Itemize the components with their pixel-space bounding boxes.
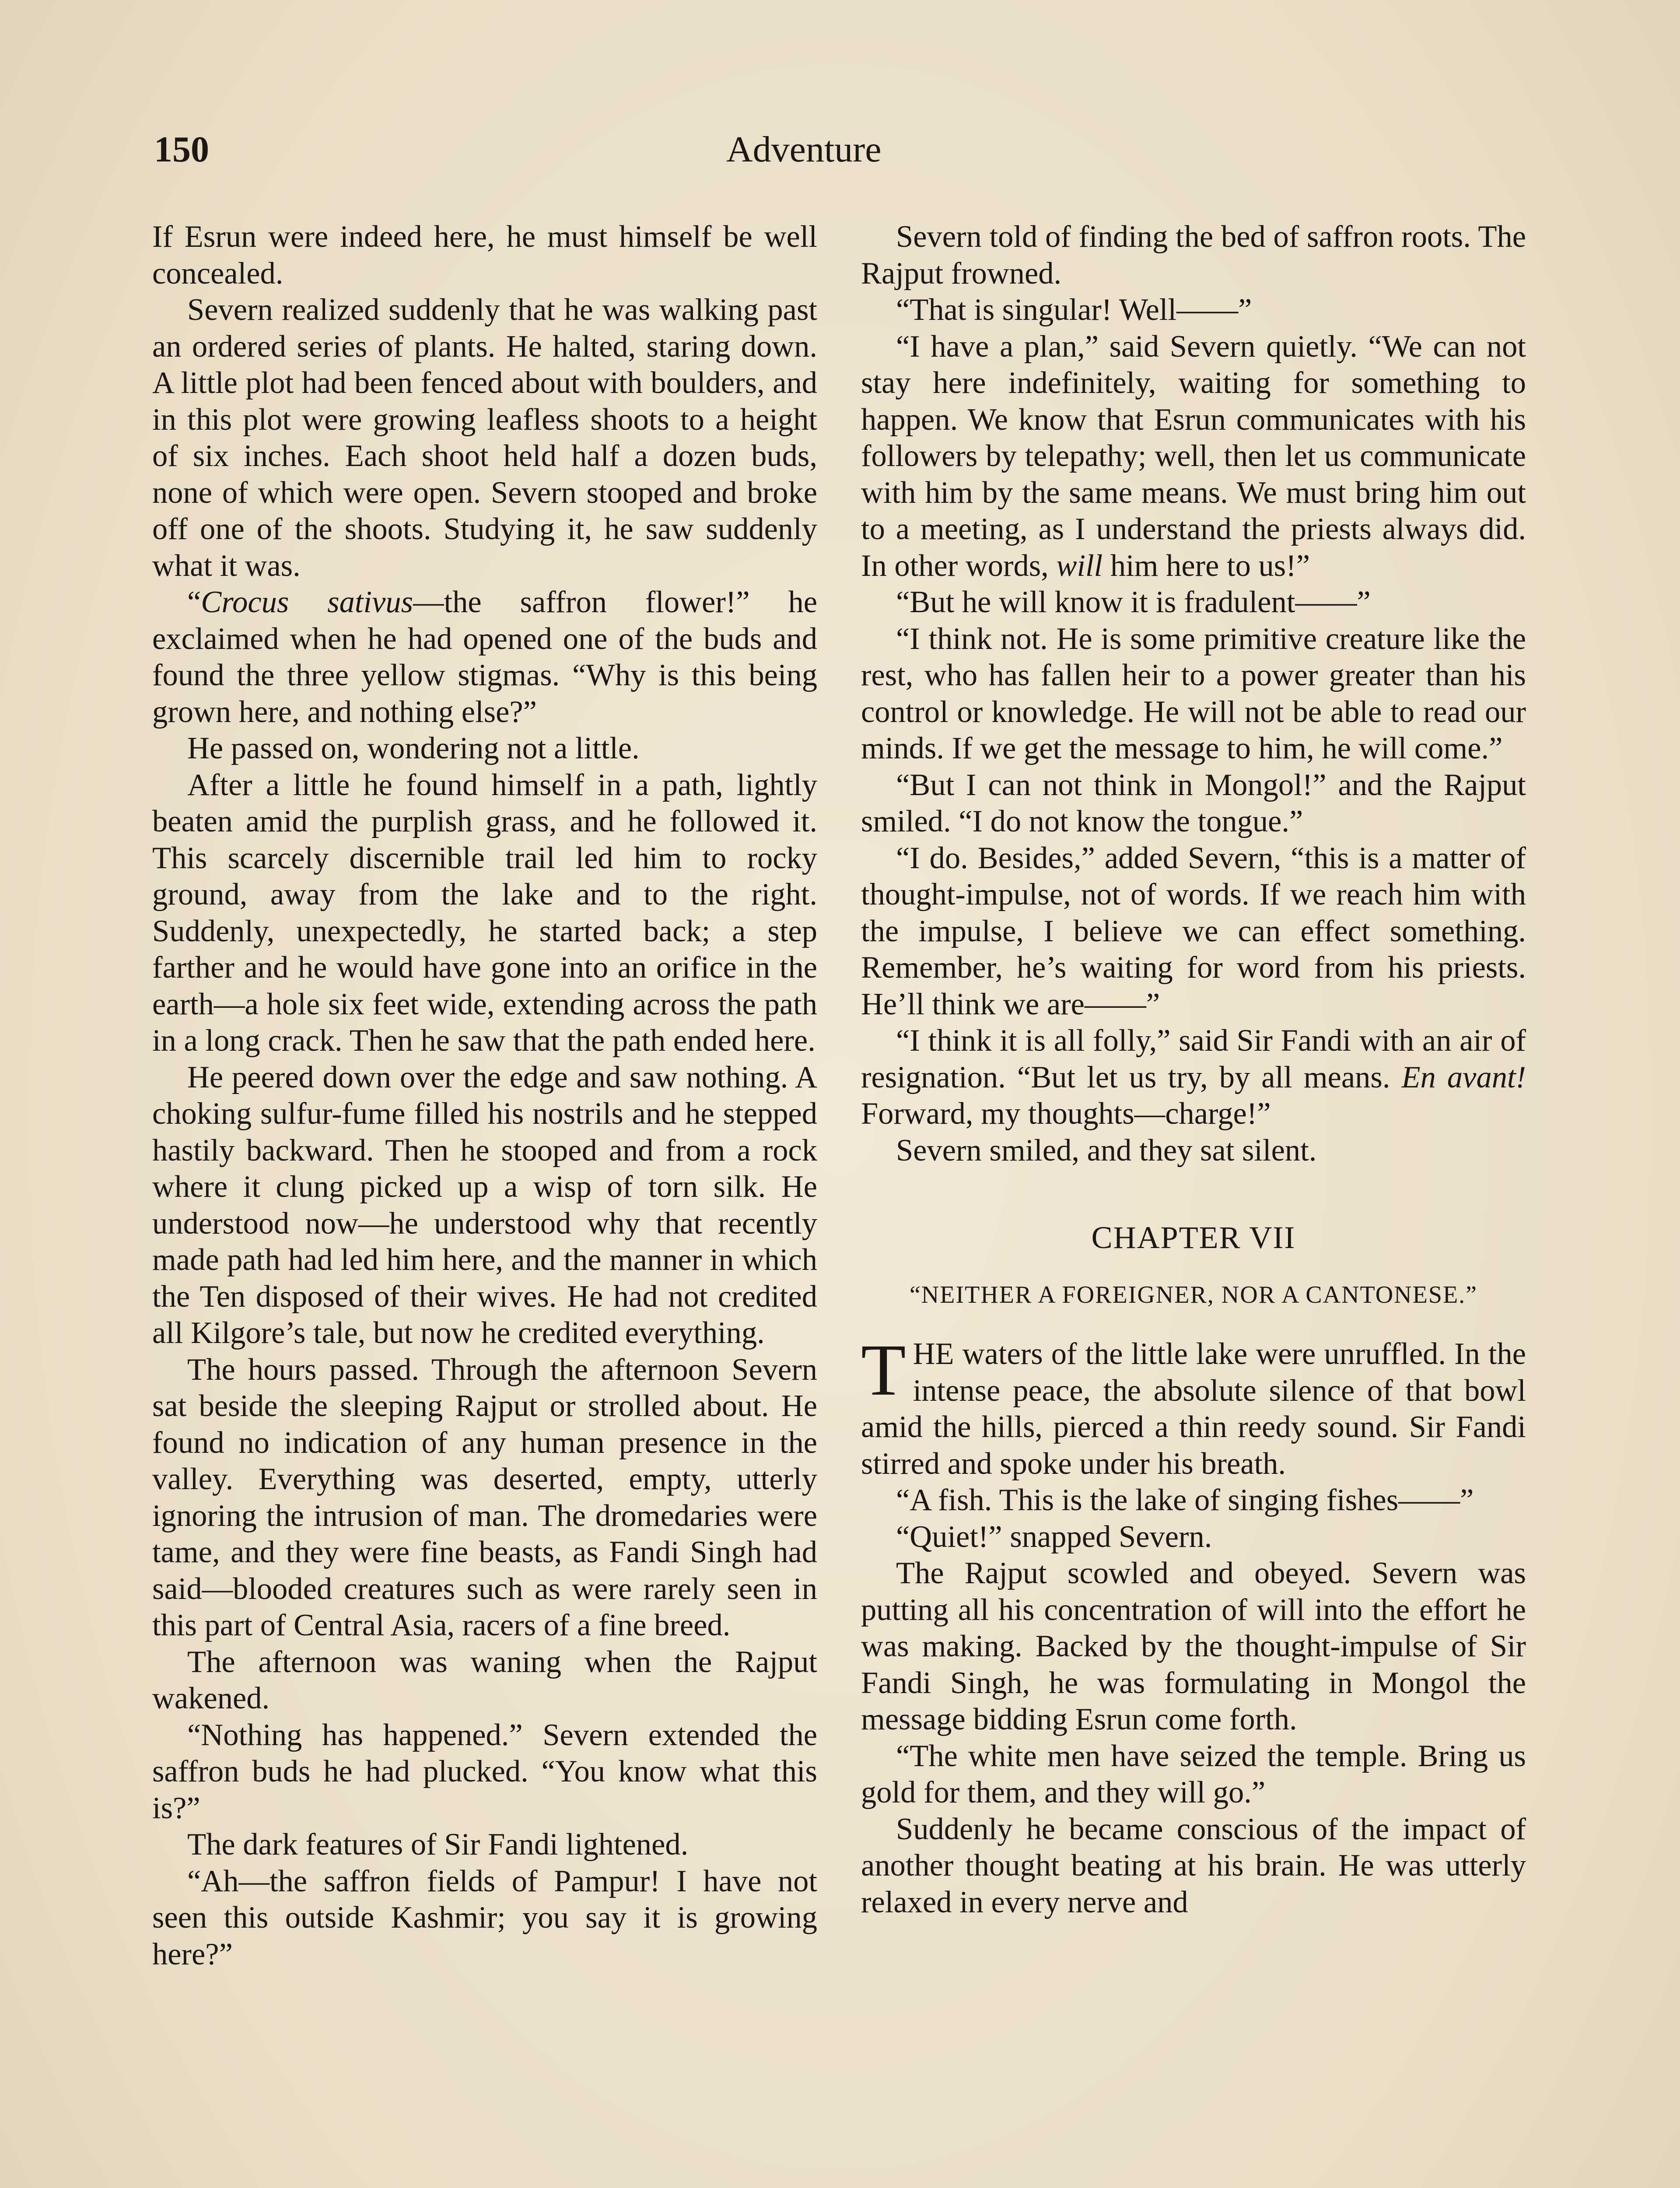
left-column-paragraph: He passed on, wondering not a little. <box>187 731 640 765</box>
left-column-paragraph: The dark features of Sir Fandi lightened. <box>187 1827 689 1862</box>
left-column-paragraph: After a little he found himself in a path, lightly beaten amid the purplish grass, and he followed it. This scarcely discernible trail led him to rocky ground, away from the lake and to the right. Suddenly, unexpectedly, he started back; a step farther and he would have gone into an orifice in the earth—a hole six feet wide, extending across the path in a long crack. Then he saw that the path ended here. <box>152 768 817 1058</box>
right-column-paragraphs <box>861 219 1526 1169</box>
opening-text: HE waters of the little lake were unruffled. In the intense peace, the absolute silence of that bowl amid the hills, pierced a thin reedy sound. Sir Fandi stirred and spoke under his breath. <box>861 1337 1526 1481</box>
left-column-paragraph: If Esrun were indeed here, he must himself be well concealed. <box>152 220 817 291</box>
chapter-opening-paragraph <box>861 1329 1526 1482</box>
right-column-paragraph: “That is singular! Well——” <box>896 293 1252 327</box>
chapter-paragraph: Suddenly he became conscious of the impact of another thought beating at his brain. He was utterly relaxed in every nerve and <box>861 1812 1526 1919</box>
right-column-paragraph: “But I can not think in Mongol!” and the Rajput smiled. “I do not know the tongue.” <box>861 768 1526 838</box>
left-column-paragraph: The hours passed. Through the afternoon Severn sat beside the sleeping Rajput or strolled about. He found no indication of any human presence in the valley. Everything was deserted, empty, utterly ignoring the intrusion of man. The dromedaries were tame, and they were fine beasts, as Fandi Singh had said—blooded creatures such as were rarely seen in this part of Central Asia, racers of a fine breed. <box>152 1352 817 1642</box>
chapter-paragraph: “A fish. This is the lake of singing fishes——” <box>896 1483 1474 1517</box>
right-column-paragraph: “I do. Besides,” added Severn, “this is a matter of thought-impulse, not of words. If we reach him with the impulse, I believe we can effect something. Remember, he’s waiting for word from his priests. He’ll think we are——” <box>861 841 1526 1021</box>
left-column-paragraph: “Ah—the saffron fields of Pampur! I have not seen this outside Kashmir; you say it is growing here?” <box>152 1864 817 1971</box>
chapter-paragraphs <box>861 1482 1526 1921</box>
right-column-paragraph: Severn told of finding the bed of saffron roots. The Rajput frowned. <box>861 220 1526 291</box>
chapter-heading: CHAPTER VII <box>1091 1220 1296 1255</box>
chapter-paragraph: The Rajput scowled and obeyed. Severn was putting all his concentration of will into the effort he was making. Backed by the thought-impulse of Sir Fandi Singh, he was formulating in Mongol the message bidding Esrun come forth. <box>861 1556 1526 1736</box>
left-column-paragraph: “Nothing has happened.” Severn extended the saffron buds he had plucked. “You know what this is?” <box>152 1718 817 1825</box>
chapter-subtitle: “NEITHER A FOREIGNER, NOR A CANTONESE.” <box>909 1281 1478 1308</box>
drop-cap: T <box>861 1329 906 1411</box>
left-column-paragraph: “Crocus sativus—the saffron flower!” he exclaimed when he had opened one of the buds and found the three yellow stigmas. “Why is this being grown here, and nothing else?” <box>152 585 817 729</box>
chapter-paragraph: “The white men have seized the temple. Bring us gold for them, and they will go.” <box>861 1739 1526 1809</box>
right-column-paragraph: “But he will know it is fradulent——” <box>896 585 1371 619</box>
left-column-paragraph: He peered down over the edge and saw nothing. A choking sulfur-fume filled his nostrils and he stepped hastily backward. Then he stooped and from a rock where it clung picked up a wisp of torn silk. He understood now—he understood why that recently made path had led him here, and the manner in which the Ten disposed of their wives. He had not credited all Kilgore’s tale, but now he credited everything. <box>152 1060 817 1350</box>
right-column-paragraph: “I think not. He is some primitive creature like the rest, who has fallen heir to a power greater than his control or knowledge. He will not be able to read our minds. If we get the message to him, he will come.” <box>861 621 1526 765</box>
chapter-paragraph: “Quiet!” snapped Severn. <box>896 1519 1212 1554</box>
right-column-paragraph: “I think it is all folly,” said Sir Fandi with an air of resignation. “But let us try, by all means. En avant! Forward, my thoughts—charge!” <box>861 1024 1526 1131</box>
right-column <box>861 219 1526 1921</box>
left-column-paragraph: Severn realized suddenly that he was walking past an ordered series of plants. He halted, staring down. A little plot had been fenced about with boulders, and in this plot were growing leafless shoots to a height of six inches. Each shoot held half a dozen buds, none of which were open. Severn stooped and broke off one of the shoots. Studying it, he saw suddenly what it was. <box>152 293 817 583</box>
left-column <box>152 219 817 1973</box>
page-number: 150 <box>154 129 209 170</box>
left-column-paragraph: The afternoon was waning when the Rajput wakened. <box>152 1645 817 1715</box>
running-title: Adventure <box>726 129 882 170</box>
right-column-paragraph: Severn smiled, and they sat silent. <box>896 1133 1317 1168</box>
right-column-paragraph: “I have a plan,” said Severn quietly. “We can not stay here indefinitely, waiting for something to happen. We know that Esrun communicates with his followers by telepathy; well, then let us communicate with him by the same means. We must bring him out to a meeting, as I understand the priests always did. In other words, will him here to us!” <box>861 329 1526 583</box>
